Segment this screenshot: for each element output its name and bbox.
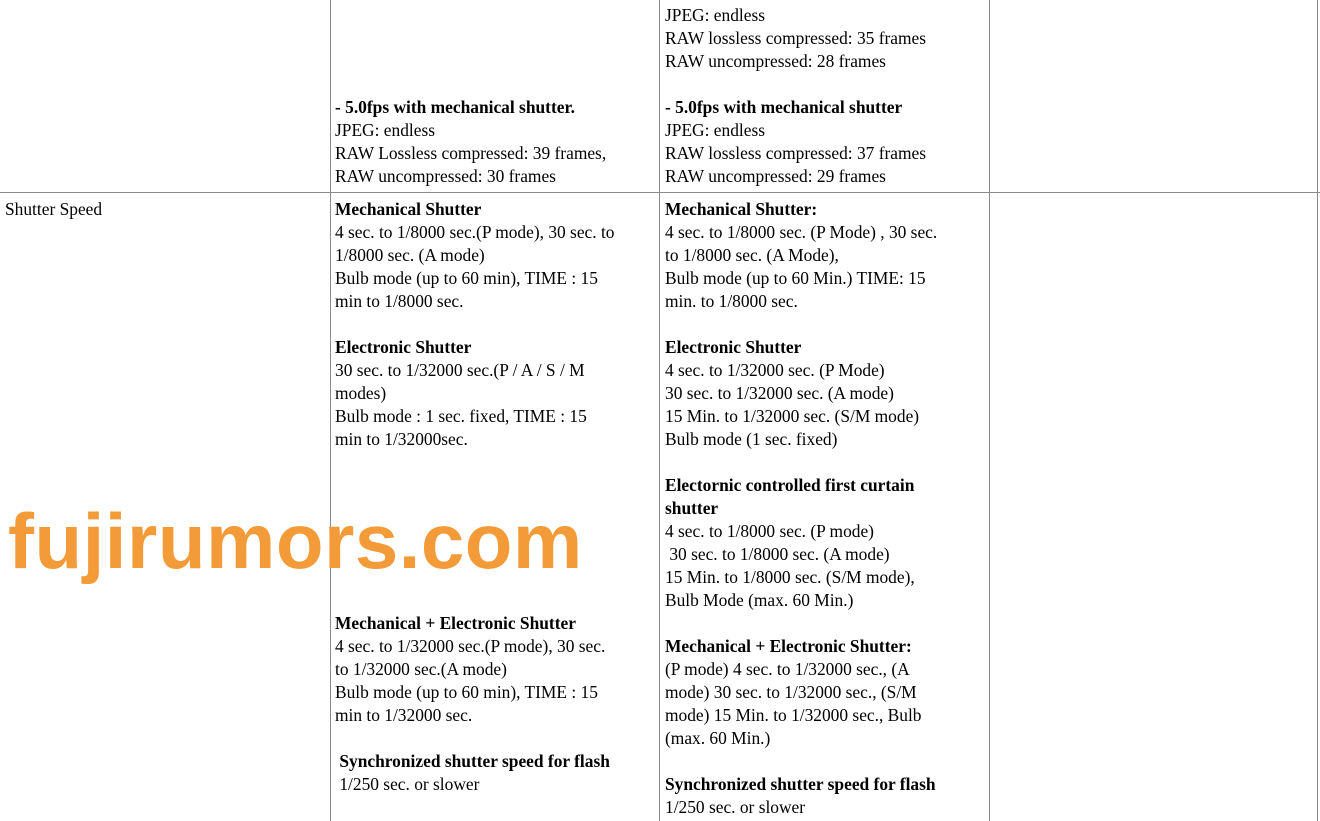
cell-text-line: RAW uncompressed: 28 frames — [665, 51, 886, 71]
cell-text-line: 15 Min. to 1/32000 sec. (S/M mode) — [665, 406, 920, 426]
blank-line — [665, 313, 937, 336]
cell-text-line: to 1/32000 sec.(A mode) — [335, 659, 507, 679]
cell-text-line: mode) 15 Min. to 1/32000 sec., Bulb — [665, 705, 922, 725]
cell-text-line: - 5.0fps with mechanical shutter — [665, 97, 903, 117]
cell-text-line: Bulb mode (up to 60 min), TIME : 15 — [335, 268, 598, 288]
cell-text-line: min. to 1/8000 sec. — [665, 291, 798, 311]
cell-text-line: Bulb mode (up to 60 Min.) TIME: 15 — [665, 268, 926, 288]
cell-text-line: (max. 60 Min.) — [665, 728, 771, 748]
cell-text-line: Electronic Shutter — [665, 337, 802, 357]
cell-text-line: Mechanical Shutter: — [665, 199, 818, 219]
cell-text-line: min to 1/8000 sec. — [335, 291, 464, 311]
cell-text-line: Bulb Mode (max. 60 Min.) — [665, 590, 854, 610]
top-row-col3-cell — [665, 4, 926, 188]
blank-line — [665, 612, 937, 635]
blank-line — [335, 589, 614, 612]
top-row-col2-cell — [335, 4, 606, 188]
blank-line — [335, 727, 614, 750]
cell-text-line: modes) — [335, 383, 387, 403]
blank-line — [665, 73, 926, 96]
cell-text-line: min to 1/32000sec. — [335, 429, 468, 449]
blank-line — [335, 50, 606, 73]
cell-text-line: 30 sec. to 1/32000 sec. (A mode) — [665, 383, 894, 403]
watermark: fujirumors.com — [8, 497, 583, 585]
blank-line — [335, 4, 606, 27]
blank-line — [335, 73, 606, 96]
cell-text-line: RAW lossless compressed: 35 frames — [665, 28, 927, 48]
column-divider-right — [1317, 0, 1318, 821]
blank-line — [335, 451, 614, 474]
cell-text-line: 15 Min. to 1/8000 sec. (S/M mode), — [665, 567, 915, 587]
blank-line — [665, 451, 937, 474]
column-divider-2 — [659, 0, 660, 821]
cell-text-line: min to 1/32000 sec. — [335, 705, 473, 725]
cell-text-line: to 1/8000 sec. (A Mode), — [665, 245, 839, 265]
row-label: Shutter Speed — [5, 199, 103, 219]
cell-text-line: shutter — [665, 498, 719, 518]
blank-line — [335, 474, 614, 497]
cell-text-line: RAW uncompressed: 29 frames — [665, 166, 886, 186]
cell-text-line: Mechanical + Electronic Shutter — [335, 613, 576, 633]
cell-text-line: Bulb mode (up to 60 min), TIME : 15 — [335, 682, 598, 702]
cell-text-line: Mechanical Shutter — [335, 199, 482, 219]
cell-text-line: 4 sec. to 1/8000 sec. (P mode) — [665, 521, 874, 541]
row-divider — [0, 192, 1320, 193]
cell-text-line: Mechanical + Electronic Shutter: — [665, 636, 912, 656]
blank-line — [335, 27, 606, 50]
shutter-row-col3-cell — [665, 198, 937, 819]
cell-text-line: 1/250 sec. or slower — [335, 774, 480, 794]
column-divider-1 — [330, 0, 331, 821]
cell-text-line: JPEG: endless — [665, 120, 765, 140]
cell-text-line: 4 sec. to 1/32000 sec. (P Mode) — [665, 360, 885, 380]
cell-text-line: JPEG: endless — [335, 120, 435, 140]
cell-text-line: 1/250 sec. or slower — [665, 797, 806, 817]
cell-text-line: 30 sec. to 1/32000 sec.(P / A / S / M — [335, 360, 585, 380]
cell-text-line: mode) 30 sec. to 1/32000 sec., (S/M — [665, 682, 917, 702]
shutter-speed-label — [5, 198, 102, 221]
blank-line — [665, 750, 937, 773]
cell-text-line: 1/8000 sec. (A mode) — [335, 245, 485, 265]
cell-text-line: 4 sec. to 1/8000 sec. (P Mode) , 30 sec. — [665, 222, 938, 242]
cell-text-line: 4 sec. to 1/32000 sec.(P mode), 30 sec. — [335, 636, 606, 656]
cell-text-line: (P mode) 4 sec. to 1/32000 sec., (A — [665, 659, 910, 679]
cell-text-line: - 5.0fps with mechanical shutter. — [335, 97, 575, 117]
cell-text-line: RAW uncompressed: 30 frames — [335, 166, 556, 186]
column-divider-3 — [989, 0, 990, 821]
cell-text-line: Electornic controlled first curtain — [665, 475, 915, 495]
cell-text-line: Synchronized shutter speed for flash — [665, 774, 936, 794]
cell-text-line: Synchronized shutter speed for flash — [335, 751, 610, 771]
cell-text-line: RAW Lossless compressed: 39 frames, — [335, 143, 607, 163]
blank-line — [335, 313, 614, 336]
cell-text-line: 30 sec. to 1/8000 sec. (A mode) — [665, 544, 890, 564]
cell-text-line: JPEG: endless — [665, 5, 765, 25]
cell-text-line: 4 sec. to 1/8000 sec.(P mode), 30 sec. to — [335, 222, 615, 242]
cell-text-line: Bulb mode (1 sec. fixed) — [665, 429, 838, 449]
cell-text-line: Bulb mode : 1 sec. fixed, TIME : 15 — [335, 406, 587, 426]
cell-text-line: RAW lossless compressed: 37 frames — [665, 143, 927, 163]
cell-text-line: Electronic Shutter — [335, 337, 472, 357]
